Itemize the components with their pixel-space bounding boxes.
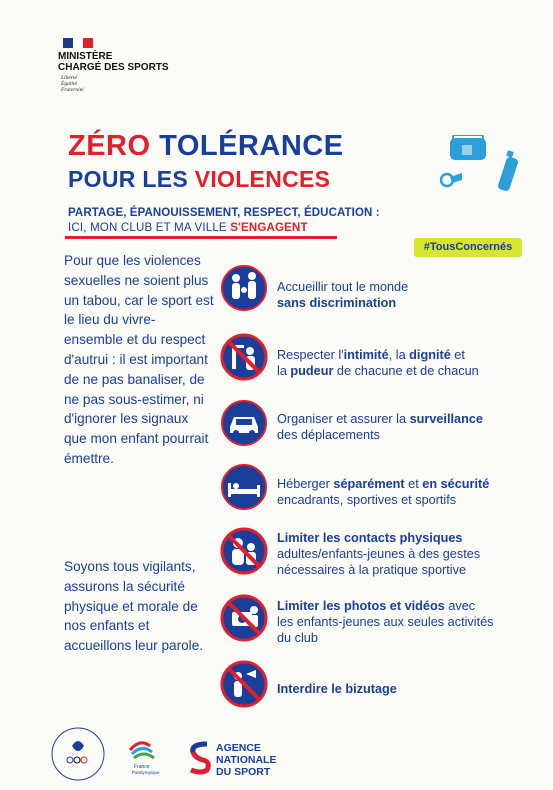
ministry-motto: Liberté Égalité Fraternité (61, 75, 84, 93)
subtitle-line1: PARTAGE, ÉPANOUISSEMENT, RESPECT, ÉDUCATION : (68, 207, 380, 219)
ans-logo-icon (187, 740, 213, 776)
france-paralympique-logo (120, 728, 170, 778)
shower-privacy-icon (220, 333, 268, 381)
poster-title-line2: POUR LES VIOLENCES (68, 166, 331, 192)
rule-hazing: Interdire le bizutage (277, 682, 397, 696)
rule-physical-contact: Limiter les contacts physiques adultes/enfants-jeunes à des gestes nécessaires à la pratique sportive (277, 531, 481, 577)
hug-icon (220, 527, 268, 575)
ministry-name: MINISTÈRE CHARGÉ DES SPORTS (58, 51, 169, 73)
rule-welcome: Accueillir tout le monde sans discrimination (277, 280, 409, 310)
left-paragraph-2: Soyons tous vigilants, assurons la sécurité physique et morale de nos enfants et accueillons leur parole. (64, 559, 204, 654)
hashtag-badge: #TousConcernés (414, 238, 522, 257)
poster-title-line1: ZÉRO TOLÉRANCE (68, 130, 344, 162)
red-underline (65, 236, 337, 239)
welcome-icon (220, 264, 268, 312)
fp-label-1: France (134, 764, 150, 770)
car-icon (220, 399, 268, 447)
bullying-icon (220, 660, 268, 708)
rule-accommodation: Héberger séparément et en sécurité encadrants, sportives et sportifs (277, 477, 490, 507)
rule-photos: Limiter les photos et vidéos avec les enfants-jeunes aux seules activités du club (277, 599, 494, 645)
rule-privacy: Respecter l'intimité, la dignité et la pudeur de chacune et de chacun (277, 348, 479, 378)
subtitle-line2: ICI, MON CLUB ET MA VILLE S'ENGAGENT (68, 222, 308, 234)
rule-surveillance: Organiser et assurer la surveillance des déplacements (277, 412, 483, 442)
olympic-committee-logo (50, 726, 106, 782)
camera-icon (220, 594, 268, 642)
fp-label-2: Paralympique (132, 770, 160, 775)
ans-name: AGENCE NATIONALE DU SPORT (216, 742, 277, 778)
left-paragraph-1: Pour que les violences sexuelles ne soient plus un tabou, car le sport est le lieu du vivre-ensemble et du respect d'autrui : il est important de ne pas banaliser, de ne pas sous-estimer, ni d'ignorer les signaux que mon enfant pourrait émettre. (64, 253, 214, 466)
bed-icon (220, 463, 268, 511)
french-flag-icon (63, 35, 93, 45)
sports-equipment-icon (440, 135, 530, 195)
